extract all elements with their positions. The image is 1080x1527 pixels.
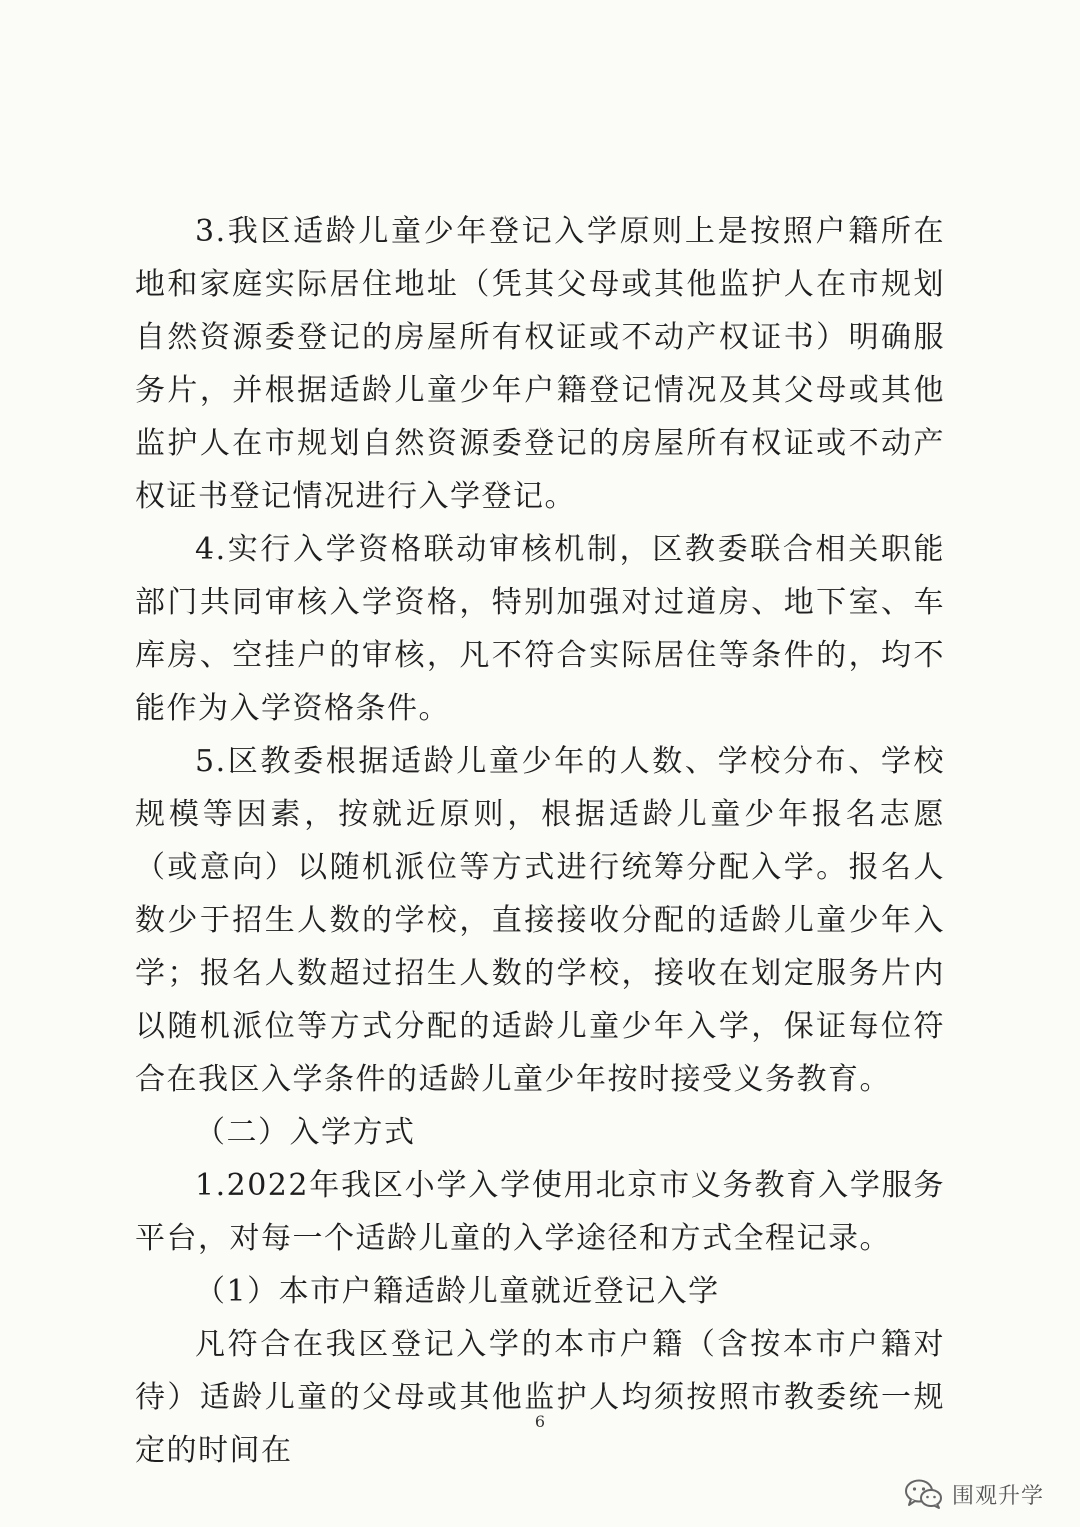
- paragraph-local-registration: 凡符合在我区登记入学的本市户籍（含按本市户籍对待）适龄儿童的父母或其他监护人均须按照市教委统一规定的时间在: [135, 1327, 945, 1468]
- page-number: 6: [534, 1412, 546, 1431]
- watermark-label: 围观升学: [951, 1483, 1044, 1509]
- wechat-watermark: [904, 1478, 1044, 1510]
- paragraph-item-5: 5.区教委根据适龄儿童少年的人数、学校分布、学校规模等因素，按就近原则，根据适龄儿童少年报名志愿（或意向）以随机派位等方式进行统筹分配入学。报名人数少于招生人数的学校，直接接收分配的适龄儿童少年入学；报名人数超过招生人数的学校，接收在划定服务片内以随机派位等方式分配的适龄儿童少年入学，保证每位符合在我区入学条件的适龄儿童少年按时接受义务教育。: [135, 744, 945, 1097]
- section-heading-admission-method: （二）入学方式: [195, 1115, 416, 1150]
- paragraph-item-3: 3.我区适龄儿童少年登记入学原则上是按照户籍所在地和家庭实际居住地址（凭其父母或其他监护人在市规划自然资源委登记的房屋所有权证或不动产权证书）明确服务片，并根据适龄儿童少年户籍登记情况及其父母或其他监护人在市规划自然资源委登记的房屋所有权证或不动产权证书登记情况进行入学登记。: [135, 214, 945, 514]
- document-body: [135, 205, 945, 1477]
- paragraph-platform: 1.2022年我区小学入学使用北京市义务教育入学服务平台，对每一个适龄儿童的入学途径和方式全程记录。: [135, 1168, 945, 1256]
- subsection-heading-local-registration: （1）本市户籍适龄儿童就近登记入学: [195, 1274, 720, 1309]
- paragraph-item-4: 4.实行入学资格联动审核机制，区教委联合相关职能部门共同审核入学资格，特别加强对过道房、地下室、车库房、空挂户的审核，凡不符合实际居住等条件的，均不能作为入学资格条件。: [135, 532, 945, 726]
- wechat-icon: [904, 1478, 944, 1510]
